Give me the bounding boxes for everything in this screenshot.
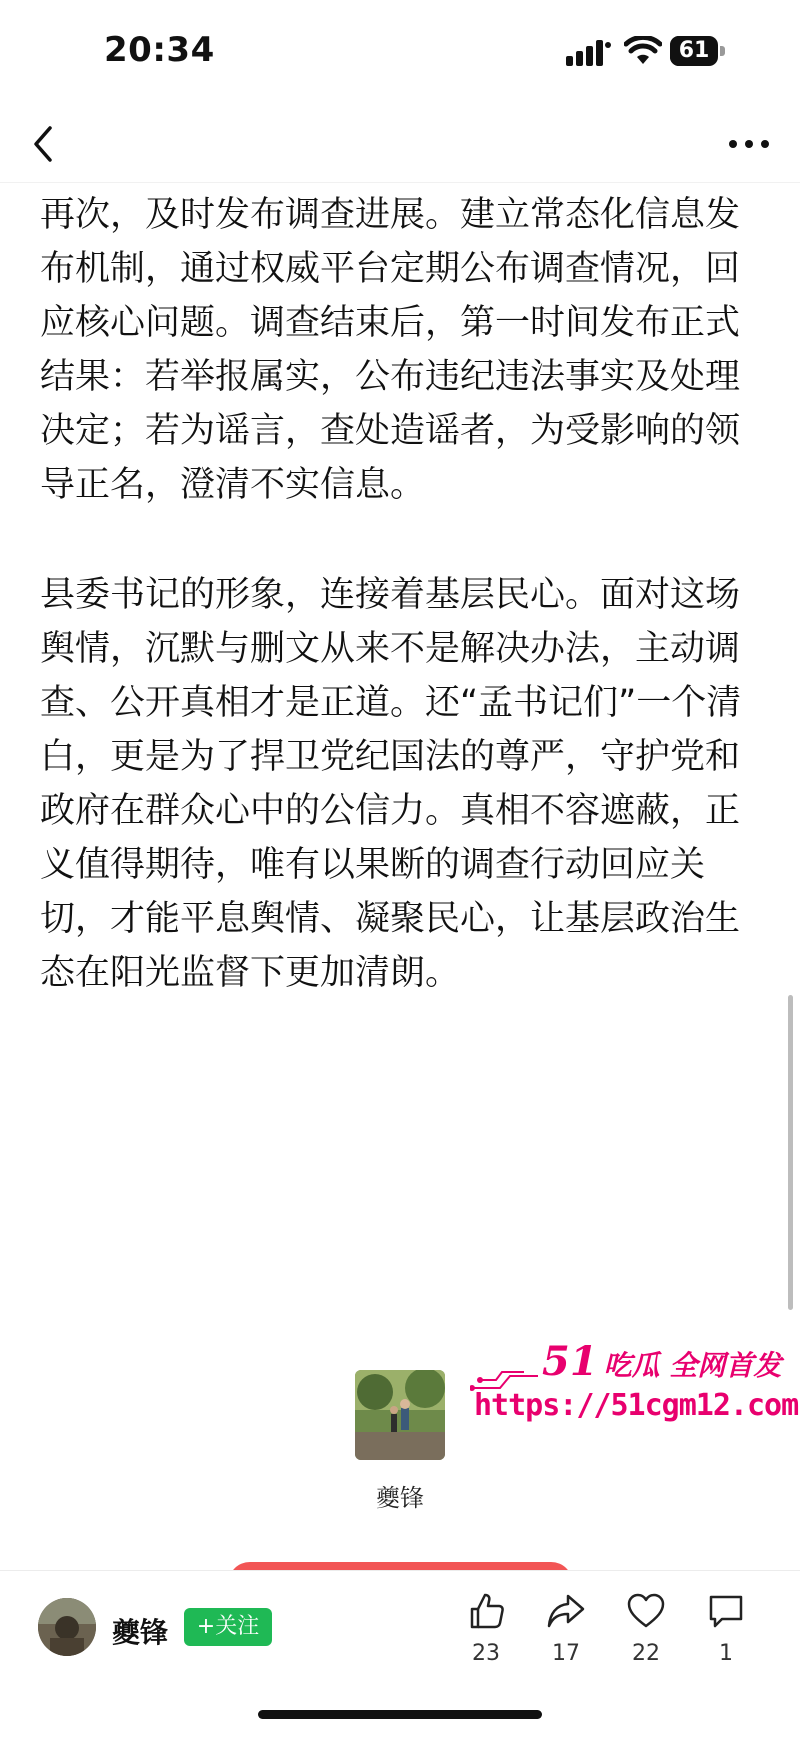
thumbs-up-icon [466, 1591, 506, 1631]
author-photo-image [355, 1370, 445, 1460]
heart-icon [626, 1591, 666, 1631]
battery-icon [670, 36, 726, 66]
header-divider [0, 182, 800, 183]
scrollbar[interactable] [788, 995, 793, 1310]
watermark-number: 51 [542, 1338, 598, 1385]
article-paragraph: 再次，及时发布调查进展。建立常态化信息发布机制，通过权威平台定期公布调查情况，回应核心问题。调查结束后，第一时间发布正式结果：若举报属实，公布违纪违法事实及处理决定；若为谣言，查处造谣者，为受影响的领导正名，澄清不实信息。 [40, 195, 741, 505]
avatar-image [38, 1598, 96, 1656]
author-name[interactable]: 夔锋 [112, 1616, 169, 1649]
wifi-icon [624, 36, 662, 66]
article-paragraph: 县委书记的形象，连接着基层民心。面对这场舆情，沉默与删文从来不是解决办法，主动调查、公开真相才是正道。还“孟书记们”一个清白，更是为了捍卫党纪国法的尊严，守护党和政府在群众心中的公信力。真相不容遮蔽，正义值得期待，唯有以果断的调查行动回应关切，才能平息舆情、凝聚民心，让基层政治生态在阳光监督下更加清朗。 [40, 575, 742, 993]
nav-header [0, 110, 800, 180]
status-bar [0, 0, 800, 110]
watermark [470, 1338, 799, 1428]
author-card[interactable] [355, 1370, 445, 1513]
author-card-name[interactable]: 夔锋 [376, 1484, 424, 1512]
status-time: 20:34 [104, 30, 215, 70]
article-body [40, 188, 765, 1000]
like-count: 23 [472, 1641, 500, 1666]
more-dots-icon[interactable] [726, 132, 772, 156]
home-indicator[interactable] [258, 1710, 542, 1719]
watermark-title [542, 1338, 781, 1385]
battery-percent: 61 [678, 38, 710, 63]
share-count: 17 [552, 1641, 580, 1666]
chevron-left-icon[interactable] [28, 124, 58, 164]
follow-button[interactable]: +关注 [184, 1608, 272, 1646]
avatar[interactable] [38, 1598, 96, 1656]
favorite-button[interactable] [616, 1591, 676, 1666]
share-button[interactable] [536, 1591, 596, 1666]
watermark-url: https://51cgm12.com [474, 1388, 799, 1423]
watermark-label: 吃瓜 全网首发 [603, 1349, 782, 1382]
comment-button[interactable] [696, 1591, 756, 1666]
comment-bubble-icon [706, 1591, 746, 1631]
author-photo[interactable] [355, 1370, 445, 1460]
comment-count: 1 [719, 1641, 733, 1666]
share-arrow-icon [546, 1591, 586, 1631]
favorite-count: 22 [632, 1641, 660, 1666]
battery-cap [720, 46, 725, 56]
signal-icon [566, 40, 612, 66]
like-button[interactable] [456, 1591, 516, 1666]
